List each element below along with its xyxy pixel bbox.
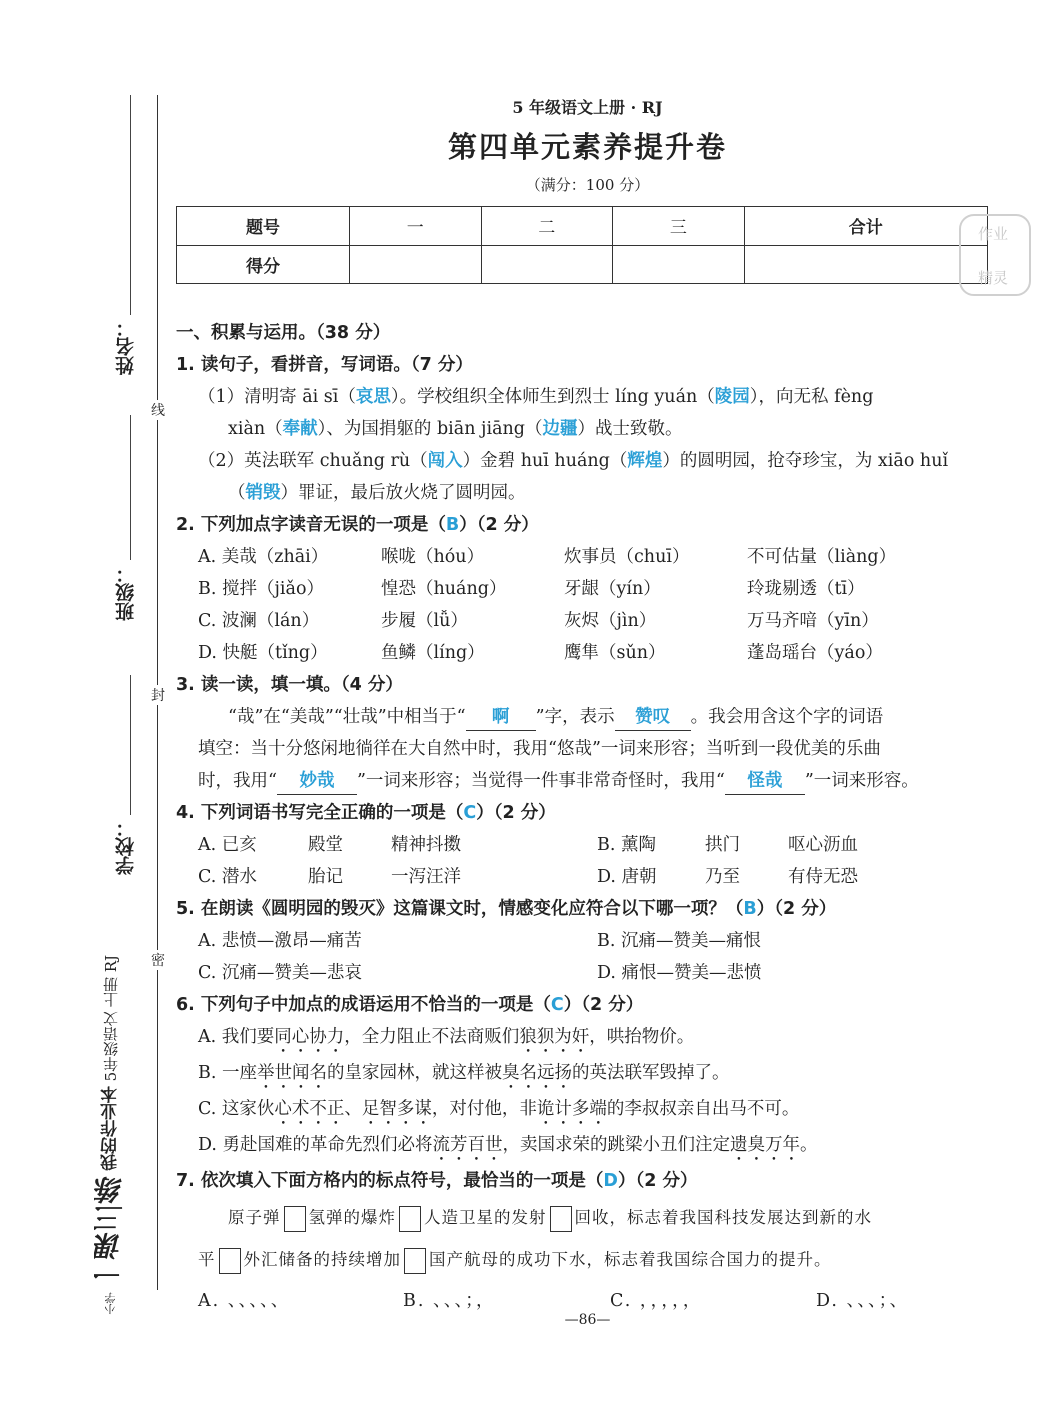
- q2-title-text: 2. 下列加点字读音无误的一项是（: [176, 515, 446, 535]
- q6-idiom: 同心协力: [274, 1027, 345, 1047]
- q3-line: 填空：当十分悠闲地徜徉在大自然中时，我用“悠哉”一词来形容；当听到一段优美的乐曲: [198, 739, 881, 759]
- q5-option: B. 沉痛—赞美—痛恨: [597, 931, 761, 951]
- page-title: 第四单元素养提升卷: [447, 130, 727, 164]
- q4-title-text: 4. 下列词语书写完全正确的一项是（: [176, 803, 464, 823]
- q4-option: B. 薰陶: [597, 835, 656, 855]
- question-3-title: 3. 读一读，填一填。（4 分）: [176, 675, 403, 695]
- q2-option: B. 搅拌（jiǎo）: [198, 579, 324, 599]
- q6-option: [176, 1093, 996, 1129]
- q6-idiom: 流芳百世: [432, 1135, 503, 1155]
- q6-title-text: ）（2 分）: [563, 995, 644, 1015]
- q3-text: “哉”在“美哉”“壮哉”中相当于“: [228, 707, 466, 727]
- q6-text: A. 我们要: [198, 1027, 275, 1047]
- q7-passage: [176, 1197, 996, 1239]
- q7-text: 原子弹: [228, 1208, 281, 1227]
- q6-idiom: 诡计多端: [536, 1099, 607, 1119]
- q2-option: 步履（lǚ）: [381, 611, 468, 631]
- q3-line: [176, 765, 996, 797]
- q1-answer: 销毁: [245, 483, 281, 503]
- q6-text: 、: [344, 1099, 362, 1119]
- score-input-cell[interactable]: [350, 245, 482, 284]
- q4-option: C. 潜水: [198, 867, 257, 887]
- q7-blank-box[interactable]: [399, 1206, 421, 1232]
- q5-option-row: [176, 925, 996, 957]
- q7-option: D. 、、、；、: [816, 1291, 910, 1311]
- q7-option: A. 、、、、、: [198, 1291, 291, 1311]
- q5-answer: B: [743, 899, 757, 919]
- score-row-label: 得分: [177, 245, 350, 284]
- q2-option: A. 美哉（zhāi）: [198, 547, 329, 567]
- score-table-header-row: [177, 207, 988, 246]
- q6-title-text: 6. 下列句子中加点的成语运用不恰当的一项是（: [176, 995, 551, 1015]
- section-title: 一、积累与运用。（38 分）: [176, 323, 391, 343]
- q2-option: 万马齐喑（yīn）: [747, 611, 879, 631]
- q2-option: 蓬岛瑶台（yáo）: [747, 643, 883, 663]
- q1-line: [176, 477, 996, 509]
- q7-text: 国产航母的成功下水，标志着我国综合国力的提升。: [429, 1250, 832, 1269]
- q2-option-row: [176, 573, 996, 605]
- q2-option: 玲珑剔透（tī）: [747, 579, 865, 599]
- q3-answer: 妙哉: [277, 768, 357, 795]
- q1-line: [176, 445, 996, 477]
- q4-option-row: [176, 861, 996, 893]
- q2-option: 惶恐（huáng）: [381, 579, 507, 599]
- q7-blank-box[interactable]: [550, 1206, 572, 1232]
- q2-answer: B: [445, 515, 460, 535]
- q6-option: [176, 1021, 996, 1057]
- q6-text: 。: [800, 1135, 818, 1155]
- q4-option: 有侍无恐: [788, 867, 858, 887]
- watermark-text-2: 精灵: [978, 269, 1009, 287]
- q7-text: 氢弹的爆炸: [308, 1208, 396, 1227]
- q6-idiom: 遗臭万年: [730, 1135, 801, 1155]
- q1-text: ）金碧 huī huáng（: [462, 451, 628, 471]
- q3-text: ”一词来形容；当觉得一件事非常奇怪时，我用“: [356, 771, 725, 791]
- q3-text: 时，我用“: [198, 771, 277, 791]
- q3-text: 。我会用含这个字的词语: [690, 707, 884, 727]
- q6-text: C. 这家伙: [198, 1099, 275, 1119]
- q2-option: 不可估量（liàng）: [747, 547, 897, 567]
- q3-text: ”字，表示: [535, 707, 615, 727]
- binding-margin: [0, 0, 175, 1425]
- q1-line: [176, 413, 996, 445]
- score-input-cell[interactable]: [481, 245, 613, 284]
- q4-option: 胎记: [308, 867, 343, 887]
- q7-text: 人造卫星的发射: [424, 1208, 547, 1227]
- q4-option-row: [176, 829, 996, 861]
- q4-option: A. 已亥: [198, 835, 257, 855]
- q7-title-text: ）（2 分）: [617, 1171, 698, 1191]
- q6-text: 的英法联军毁掉了。: [572, 1063, 730, 1083]
- q4-title-text: ）（2 分）: [476, 803, 556, 823]
- q2-option: D. 快艇（tǐng）: [198, 643, 328, 663]
- q2-option: 鹰隼（sǔn）: [564, 643, 666, 663]
- q1-text: （: [228, 483, 246, 503]
- q2-option: 灰烬（jìn）: [564, 611, 657, 631]
- class-label: 班级：: [115, 564, 137, 621]
- q5-option: D. 痛恨—赞美—悲愤: [597, 963, 762, 983]
- q4-option: D. 唐朝: [597, 867, 657, 887]
- seal-feng-char: 封: [150, 685, 166, 705]
- q2-option-row: [176, 541, 996, 573]
- series-big: 一课三练: [94, 1175, 127, 1288]
- q7-text: 回收，标志着我国科技发展达到新的水: [574, 1208, 872, 1227]
- q7-answer: D: [603, 1171, 618, 1191]
- q5-title-text: 5. 在朗读《圆明园的毁灭》这篇课文时，情感变化应符合以下哪一项？（: [176, 899, 744, 919]
- q1-text: （1）清明寄 āi sī（: [198, 387, 356, 407]
- seal-mi-char: 密: [150, 950, 166, 970]
- class-blank[interactable]: [130, 415, 131, 560]
- q7-blank-box[interactable]: [404, 1248, 426, 1274]
- q2-option: C. 波澜（lán）: [198, 611, 320, 631]
- full-score-note: （满分：100 分）: [525, 176, 650, 194]
- q7-option: C. ，，，，，: [610, 1291, 703, 1311]
- q6-idiom: 臭名远扬: [502, 1063, 572, 1083]
- watermark-seal-icon: [950, 205, 1040, 305]
- q1-answer: 哀思: [355, 387, 391, 407]
- q5-option-row: [176, 957, 996, 989]
- q4-option: 乃至: [705, 867, 740, 887]
- question-6-title: [176, 989, 996, 1021]
- watermark-text-1: 作业: [978, 225, 1009, 243]
- q1-text: ）。学校组织全体师生到烈士 líng yuán（: [390, 387, 715, 407]
- series-small: 小学: [104, 1292, 117, 1315]
- q6-text: D. 勇赴国难的革命先烈们必将: [198, 1135, 433, 1155]
- q6-answer: C: [550, 995, 564, 1015]
- series-logo: [94, 955, 127, 1315]
- question-4-title: [176, 797, 996, 829]
- q1-text: ）罪证，最后放火烧了圆明园。: [280, 483, 526, 503]
- q4-option: 殿堂: [308, 835, 343, 855]
- q3-answer: 赞叹: [615, 704, 691, 731]
- seal-line-char: 线: [150, 400, 166, 420]
- book-subtitle: 5 年级语文上册 · RJ: [512, 98, 663, 117]
- q2-option: 炊事员（chuī）: [564, 547, 690, 567]
- q6-idiom: 举世闻名: [257, 1063, 327, 1083]
- q1-answer: 奉献: [282, 419, 318, 439]
- q7-passage: [176, 1239, 996, 1281]
- q6-text: ，哄抬物价。: [589, 1027, 695, 1047]
- exam-content: [176, 317, 996, 1321]
- q2-option-row: [176, 605, 996, 637]
- q7-text: 外汇储备的持续增加: [243, 1250, 401, 1269]
- q4-option: 呕心沥血: [788, 835, 858, 855]
- q1-answer: 边疆: [542, 419, 578, 439]
- q7-text: 平: [198, 1250, 216, 1269]
- q1-text: ），向无私 fèng: [749, 387, 874, 407]
- q6-option: [176, 1057, 996, 1093]
- q6-option: [176, 1129, 996, 1165]
- q3-line: [176, 701, 996, 733]
- score-table: [176, 206, 988, 284]
- school-blank[interactable]: [130, 675, 131, 815]
- q4-option: 精神抖擞: [391, 835, 461, 855]
- q1-answer: 陵园: [714, 387, 750, 407]
- q1-answer: 闯入: [427, 451, 463, 471]
- q1-text: ）战士致敬。: [577, 419, 683, 439]
- q2-title-text: ）（2 分）: [459, 515, 539, 535]
- question-1-title: 1. 读句子，看拼音，写词语。（7 分）: [176, 355, 473, 375]
- q1-text: ）、为国捐躯的 biān jiāng（: [317, 419, 543, 439]
- q7-blank-box[interactable]: [284, 1206, 306, 1232]
- q5-option: A. 悲愤—激昂—痛苦: [198, 931, 362, 951]
- score-table-cell: 合计: [744, 207, 987, 246]
- question-2-title: [176, 509, 996, 541]
- q6-idiom: 足智多谋: [361, 1099, 432, 1119]
- name-label: 姓名：: [115, 318, 137, 375]
- q7-title-text: 7. 依次填入下面方格内的标点符号，最恰当的一项是（: [176, 1171, 604, 1191]
- question-7-title: [176, 1165, 996, 1197]
- q2-option: 鱼鳞（líng）: [381, 643, 485, 663]
- q3-text: ”一词来形容。: [804, 771, 919, 791]
- q1-answer: 辉煌: [627, 451, 663, 471]
- q1-text: xiàn（: [228, 419, 283, 439]
- q6-idiom: 心术不正: [274, 1099, 345, 1119]
- q4-option: 拱门: [705, 835, 740, 855]
- q6-text: B. 一座: [198, 1063, 257, 1083]
- q4-option: 一泻汪洋: [391, 867, 461, 887]
- q6-text: 的李叔叔亲自出马不可。: [606, 1099, 800, 1119]
- score-table-cell: 题号: [177, 207, 350, 246]
- q5-title-text: ）（2 分）: [756, 899, 837, 919]
- q2-option: 喉咙（hóu）: [381, 547, 485, 567]
- series-mid: 我的作业本: [101, 1086, 121, 1172]
- q4-answer: C: [463, 803, 477, 823]
- q6-text: 的皇家园林，就这样被: [327, 1063, 502, 1083]
- q7-blank-box[interactable]: [219, 1248, 241, 1274]
- score-table-score-row: [177, 245, 988, 284]
- q6-text: ，对付他，非: [431, 1099, 537, 1119]
- q1-text: ）的圆明园，抢夺珍宝，为 xiāo huǐ: [662, 451, 949, 471]
- q1-line: [176, 381, 996, 413]
- q6-text: ，卖国求荣的跳梁小丑们注定: [502, 1135, 731, 1155]
- q1-text: （2）英法联军 chuǎng rù（: [198, 451, 428, 471]
- score-input-cell[interactable]: [613, 245, 745, 284]
- school-label: 学校：: [115, 818, 137, 875]
- q3-answer: 啊: [466, 704, 536, 731]
- q2-option: 牙龈（yín）: [564, 579, 661, 599]
- score-table-cell: 三: [613, 207, 745, 246]
- question-5-title: [176, 893, 996, 925]
- q7-option: B. 、、、；，: [403, 1291, 496, 1311]
- q6-text: ，全力阻止不法商贩们: [344, 1027, 520, 1047]
- q5-option: C. 沉痛—赞美—悲哀: [198, 963, 362, 983]
- series-grade: 5年级语文 上册 RJ: [102, 955, 120, 1082]
- q3-answer: 怪哉: [725, 768, 805, 795]
- score-table-cell: 二: [481, 207, 613, 246]
- watermark-stamp: [950, 205, 1040, 305]
- q6-idiom: 狼狈为奸: [519, 1027, 590, 1047]
- q2-option-row: [176, 637, 996, 669]
- score-table-cell: 一: [350, 207, 482, 246]
- page-number: —86—: [564, 1312, 611, 1328]
